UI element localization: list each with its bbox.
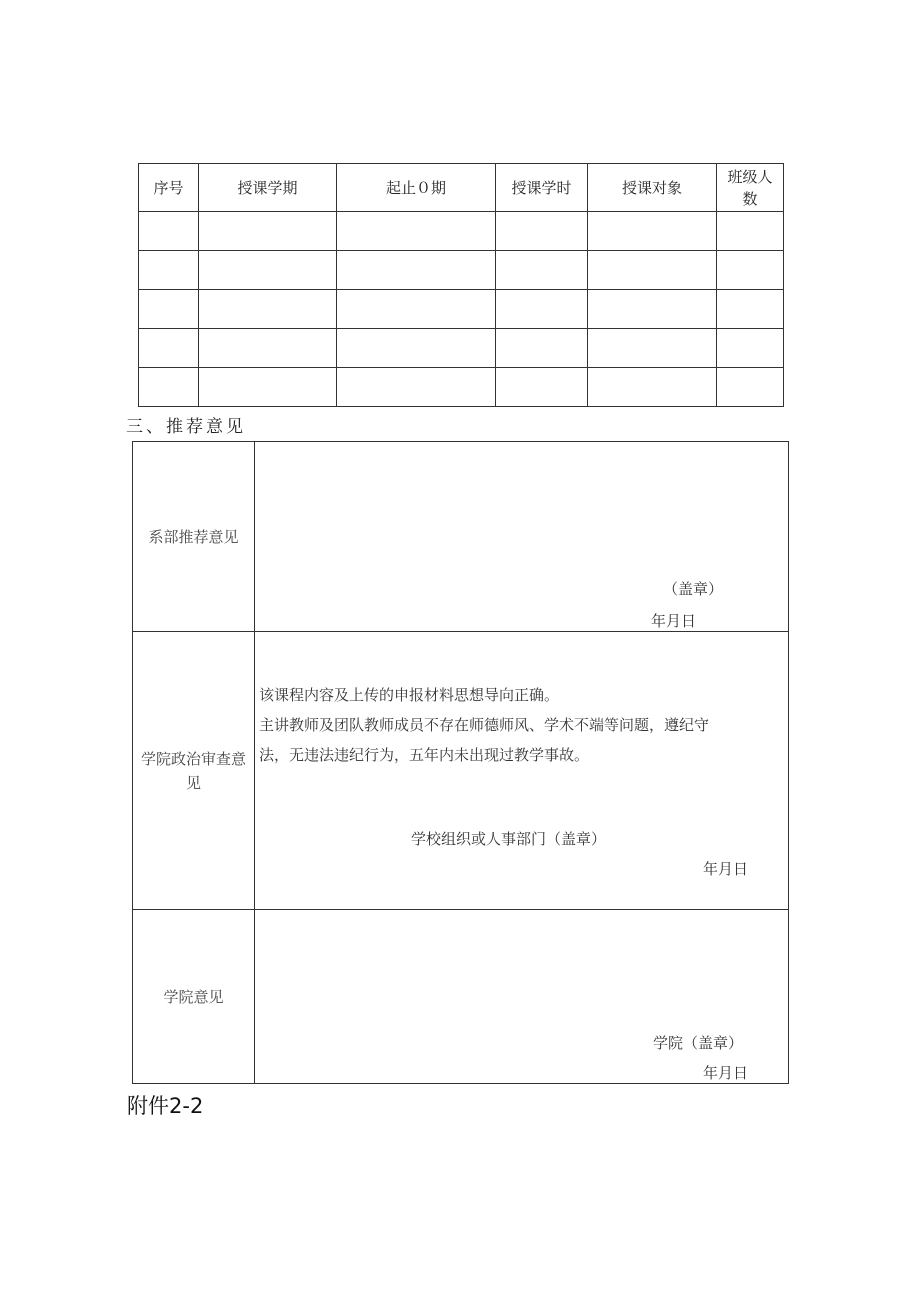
political-review-label-line1: 学院政治审查意	[140, 749, 246, 768]
header-cell-hours: 授课学时	[496, 164, 588, 212]
section-title: 三、推荐意见	[126, 417, 246, 437]
political-review-row	[133, 632, 789, 910]
dept-date-label: 年月日	[651, 612, 697, 630]
political-review-text-line3: 法，无违法违纪行为，五年内未出现过教学事故。	[259, 746, 590, 764]
header-cell-semester: 授课学期	[199, 164, 337, 212]
table-row	[139, 212, 784, 251]
political-review-field[interactable]	[255, 632, 789, 910]
dept-opinion-label: 系部推荐意见	[133, 442, 255, 632]
dept-seal-label: （盖章）	[663, 580, 724, 598]
class-size-label-line2: 数	[742, 189, 758, 208]
recommendation-table	[132, 441, 789, 1084]
political-seal-label: 学校组织或人事部门（盖章）	[411, 830, 607, 848]
political-review-label-line2: 见	[185, 773, 201, 792]
header-cell-date-range: 起止０期	[337, 164, 496, 212]
table-row	[139, 290, 784, 329]
college-opinion-label: 学院意见	[133, 910, 255, 1084]
college-opinion-field[interactable]	[255, 910, 789, 1084]
attachment-label: 附件2-2	[127, 1094, 204, 1118]
table-row	[139, 251, 784, 290]
political-review-text	[259, 680, 779, 770]
table-row	[139, 329, 784, 368]
header-cell-class-size	[717, 164, 784, 212]
college-seal-label: 学院（盖章）	[653, 1034, 744, 1052]
dept-opinion-row	[133, 442, 789, 632]
table-row	[139, 368, 784, 407]
college-opinion-row	[133, 910, 789, 1084]
class-size-label-line1: 班级人	[727, 167, 773, 186]
political-review-text-line2: 主讲教师及团队教师成员不存在师德师风、学术不端等问题，遵纪守	[259, 716, 710, 734]
table-header-row	[139, 164, 784, 212]
political-review-label	[133, 632, 255, 910]
political-date-label: 年月日	[703, 860, 749, 878]
dept-opinion-field[interactable]	[255, 442, 789, 632]
college-date-label: 年月日	[703, 1064, 749, 1082]
political-review-text-line1: 该课程内容及上传的申报材料思想导向正确。	[259, 686, 560, 704]
header-cell-audience: 授课对象	[588, 164, 717, 212]
teaching-record-table	[138, 163, 784, 407]
header-cell-index: 序号	[139, 164, 199, 212]
